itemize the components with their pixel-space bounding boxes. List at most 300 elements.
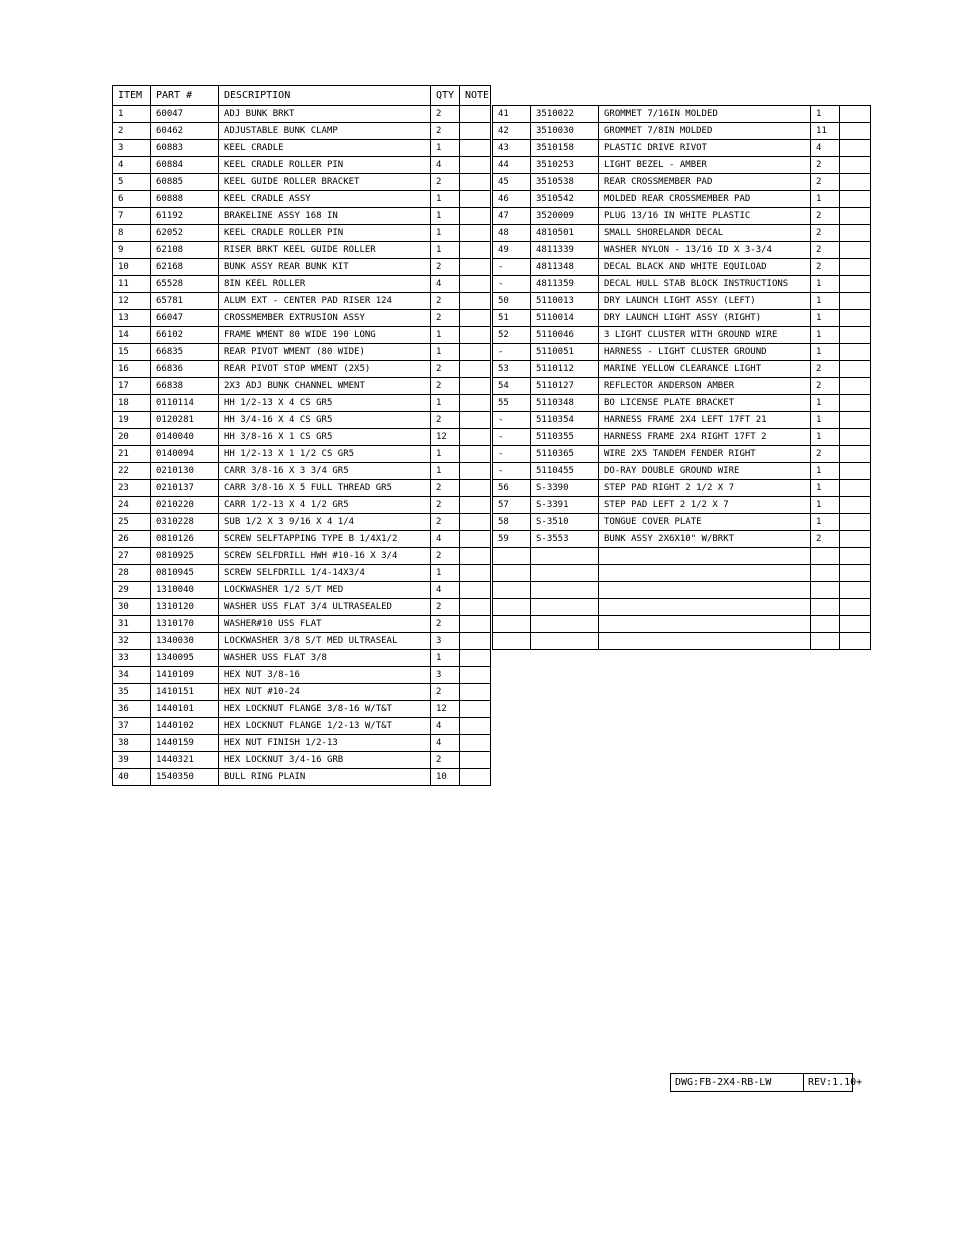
cell-description: RISER BRKT KEEL GUIDE ROLLER [219,242,431,259]
cell-qty: 1 [811,327,840,344]
cell-part: 1340095 [151,650,219,667]
cell-note [460,293,491,310]
cell-qty: 2 [431,310,460,327]
table-row [493,310,871,327]
cell-description: HH 1/2-13 X 4 CS GR5 [219,395,431,412]
table-row [493,531,871,548]
cell-description: REAR CROSSMEMBER PAD [599,174,811,191]
cell-qty: 1 [811,395,840,412]
cell-item: 50 [493,293,531,310]
cell-qty: 4 [431,531,460,548]
cell-part: S-3510 [531,514,599,531]
cell-item: 40 [113,769,151,786]
cell-part: 61192 [151,208,219,225]
cell-item: - [493,344,531,361]
cell-part: 66836 [151,361,219,378]
cell-part: 60885 [151,174,219,191]
cell-note [840,310,871,327]
cell-description: HEX NUT FINISH 1/2-13 [219,735,431,752]
cell-note [840,344,871,361]
cell-description: GROMMET 7/16IN MOLDED [599,106,811,123]
cell-note [460,242,491,259]
cell-note [840,582,871,599]
cell-note [840,480,871,497]
cell-item: 5 [113,174,151,191]
table-row [113,633,491,650]
title-block [670,1073,863,1092]
cell-part: 5110355 [531,429,599,446]
cell-description [599,616,811,633]
cell-part [531,548,599,565]
cell-item: 20 [113,429,151,446]
cell-description: STEP PAD RIGHT 2 1/2 X 7 [599,480,811,497]
cell-item: 51 [493,310,531,327]
cell-qty: 2 [811,225,840,242]
cell-qty: 3 [431,633,460,650]
cell-description: CARR 3/8-16 X 5 FULL THREAD GR5 [219,480,431,497]
cell-part: 0810126 [151,531,219,548]
cell-qty [811,616,840,633]
cell-note [840,412,871,429]
cell-description: DECAL HULL STAB BLOCK INSTRUCTIONS [599,276,811,293]
cell-description: HARNESS FRAME 2X4 LEFT 17FT 21 [599,412,811,429]
cell-part [531,616,599,633]
cell-description: HARNESS - LIGHT CLUSTER GROUND [599,344,811,361]
cell-item [493,599,531,616]
cell-description [599,582,811,599]
table-row [113,548,491,565]
cell-part: 5110365 [531,446,599,463]
cell-item: 41 [493,106,531,123]
cell-note [460,531,491,548]
cell-note [840,191,871,208]
drawing-number: DWG:FB-2X4-RB-LW [670,1073,804,1092]
cell-qty: 2 [431,174,460,191]
col-header-description: DESCRIPTION [219,86,431,106]
cell-item: 3 [113,140,151,157]
table-row [493,582,871,599]
cell-part: 5110127 [531,378,599,395]
cell-description: HH 3/8-16 X 1 CS GR5 [219,429,431,446]
table-row [493,174,871,191]
cell-description: ALUM EXT - CENTER PAD RISER 124 [219,293,431,310]
cell-description: WASHER#10 USS FLAT [219,616,431,633]
cell-qty: 2 [431,259,460,276]
cell-qty: 4 [431,157,460,174]
cell-note [460,769,491,786]
cell-part: 62168 [151,259,219,276]
cell-description: DO-RAY DOUBLE GROUND WIRE [599,463,811,480]
cell-part: 1440321 [151,752,219,769]
cell-part: 0310228 [151,514,219,531]
cell-note [460,684,491,701]
cell-qty: 2 [431,752,460,769]
cell-qty [811,599,840,616]
cell-qty: 1 [431,242,460,259]
cell-qty: 1 [431,395,460,412]
cell-note [460,446,491,463]
cell-note [840,140,871,157]
cell-note [460,667,491,684]
cell-note [460,378,491,395]
cell-note [840,378,871,395]
cell-item [493,633,531,650]
cell-note [460,480,491,497]
cell-item: 16 [113,361,151,378]
table-row [113,123,491,140]
cell-item: - [493,446,531,463]
cell-description: BULL RING PLAIN [219,769,431,786]
cell-item: 42 [493,123,531,140]
cell-note [460,225,491,242]
cell-part: 4811339 [531,242,599,259]
cell-item: 30 [113,599,151,616]
cell-part: 65781 [151,293,219,310]
table-row [493,259,871,276]
cell-description: 8IN KEEL ROLLER [219,276,431,293]
cell-note [460,191,491,208]
cell-part: 3510030 [531,123,599,140]
parts-list-table-right [492,105,871,650]
cell-part: 60462 [151,123,219,140]
cell-description: HARNESS FRAME 2X4 RIGHT 17FT 2 [599,429,811,446]
cell-part: 62052 [151,225,219,242]
cell-qty: 2 [431,684,460,701]
cell-item: - [493,276,531,293]
cell-description: 2X3 ADJ BUNK CHANNEL WMENT [219,378,431,395]
cell-qty: 2 [811,378,840,395]
cell-qty: 2 [811,242,840,259]
cell-item: 19 [113,412,151,429]
col-header-part: PART # [151,86,219,106]
cell-part: 4810501 [531,225,599,242]
cell-item: 17 [113,378,151,395]
cell-item: 46 [493,191,531,208]
cell-part: S-3391 [531,497,599,514]
table-row [493,242,871,259]
cell-note [840,327,871,344]
cell-description: BUNK ASSY REAR BUNK KIT [219,259,431,276]
cell-part: 1310120 [151,599,219,616]
cell-item: 59 [493,531,531,548]
table-row [113,276,491,293]
cell-part: 66047 [151,310,219,327]
cell-part: 60047 [151,106,219,123]
table-row [113,701,491,718]
cell-description: LOCKWASHER 3/8 S/T MED ULTRASEAL [219,633,431,650]
cell-part: S-3553 [531,531,599,548]
table-row [113,480,491,497]
cell-note [460,735,491,752]
table-row [113,344,491,361]
cell-note [840,395,871,412]
cell-note [460,633,491,650]
cell-note [460,123,491,140]
cell-item: 13 [113,310,151,327]
cell-qty: 2 [431,548,460,565]
cell-qty [811,548,840,565]
table-row [493,140,871,157]
cell-item: 18 [113,395,151,412]
cell-qty: 2 [431,106,460,123]
cell-note [840,242,871,259]
cell-note [460,208,491,225]
table-row [113,140,491,157]
cell-item: 31 [113,616,151,633]
cell-item: 49 [493,242,531,259]
cell-part: 0810945 [151,565,219,582]
cell-qty [811,582,840,599]
cell-item: - [493,412,531,429]
cell-note [840,514,871,531]
cell-note [840,599,871,616]
cell-description: KEEL CRADLE ROLLER PIN [219,157,431,174]
cell-description: BO LICENSE PLATE BRACKET [599,395,811,412]
cell-part: 0110114 [151,395,219,412]
cell-item: 55 [493,395,531,412]
cell-description: SMALL SHORELANDR DECAL [599,225,811,242]
cell-part [531,565,599,582]
table-row [113,752,491,769]
cell-part: 0140040 [151,429,219,446]
cell-item: 28 [113,565,151,582]
cell-qty: 1 [811,344,840,361]
cell-note [840,123,871,140]
cell-note [840,616,871,633]
cell-note [840,293,871,310]
table-row [113,225,491,242]
cell-item: 54 [493,378,531,395]
cell-note [840,463,871,480]
cell-description: SCREW SELFDRILL HWH #10-16 X 3/4 [219,548,431,565]
cell-part: 65528 [151,276,219,293]
cell-qty: 1 [431,208,460,225]
table-row [113,395,491,412]
cell-part: 5110046 [531,327,599,344]
cell-qty: 10 [431,769,460,786]
cell-note [460,616,491,633]
cell-note [460,463,491,480]
cell-part: 1440102 [151,718,219,735]
cell-note [840,157,871,174]
cell-note [460,259,491,276]
cell-description: MOLDED REAR CROSSMEMBER PAD [599,191,811,208]
table-row [113,174,491,191]
table-row [493,293,871,310]
cell-item [493,565,531,582]
col-header-qty: QTY [431,86,460,106]
cell-qty: 1 [431,344,460,361]
cell-qty: 1 [431,463,460,480]
cell-description: MARINE YELLOW CLEARANCE LIGHT [599,361,811,378]
table-row [113,463,491,480]
cell-description: WASHER USS FLAT 3/8 [219,650,431,667]
cell-description: HH 3/4-16 X 4 CS GR5 [219,412,431,429]
cell-item: 34 [113,667,151,684]
cell-qty: 1 [811,514,840,531]
cell-description: WASHER USS FLAT 3/4 ULTRASEALED [219,599,431,616]
cell-part: 3510542 [531,191,599,208]
cell-description: BUNK ASSY 2X6X10" W/BRKT [599,531,811,548]
cell-description: LOCKWASHER 1/2 S/T MED [219,582,431,599]
cell-qty: 1 [811,310,840,327]
cell-item [493,582,531,599]
cell-item: 56 [493,480,531,497]
cell-item: - [493,259,531,276]
table-row [493,548,871,565]
cell-item: 10 [113,259,151,276]
cell-part: 5110051 [531,344,599,361]
cell-item: 26 [113,531,151,548]
table-row [113,310,491,327]
table-row [493,327,871,344]
cell-part: 66835 [151,344,219,361]
cell-part: 1440159 [151,735,219,752]
table-row [113,361,491,378]
cell-description: DRY LAUNCH LIGHT ASSY (LEFT) [599,293,811,310]
cell-description: TONGUE COVER PLATE [599,514,811,531]
cell-part: 0120281 [151,412,219,429]
cell-part: 0210220 [151,497,219,514]
cell-qty: 1 [811,106,840,123]
cell-description: STEP PAD LEFT 2 1/2 X 7 [599,497,811,514]
cell-description [599,565,811,582]
cell-description: CROSSMEMBER EXTRUSION ASSY [219,310,431,327]
parts-list-table-left [112,85,491,786]
cell-part [531,582,599,599]
cell-qty: 1 [431,140,460,157]
cell-qty [811,633,840,650]
cell-note [840,548,871,565]
cell-qty: 1 [431,446,460,463]
cell-description: FRAME WMENT 80 WIDE 190 LONG [219,327,431,344]
cell-qty: 2 [811,259,840,276]
table-row [493,157,871,174]
cell-description: HEX NUT 3/8-16 [219,667,431,684]
cell-note [460,412,491,429]
table-row [493,208,871,225]
cell-item: 32 [113,633,151,650]
cell-part: 1310170 [151,616,219,633]
table-row [113,412,491,429]
table-row [113,718,491,735]
cell-part [531,599,599,616]
cell-description: 3 LIGHT CLUSTER WITH GROUND WIRE [599,327,811,344]
cell-qty: 3 [431,667,460,684]
cell-part: 5110348 [531,395,599,412]
cell-qty: 11 [811,123,840,140]
cell-note [840,429,871,446]
cell-note [840,446,871,463]
table-row [113,157,491,174]
table-row [113,735,491,752]
cell-part: 5110112 [531,361,599,378]
table-row [493,480,871,497]
cell-qty: 1 [431,191,460,208]
table-row [113,106,491,123]
cell-description: ADJ BUNK BRKT [219,106,431,123]
cell-qty: 1 [811,429,840,446]
table-row [493,123,871,140]
cell-note [460,752,491,769]
cell-note [840,361,871,378]
cell-description: CARR 3/8-16 X 3 3/4 GR5 [219,463,431,480]
cell-description: REAR PIVOT STOP WMENT (2X5) [219,361,431,378]
cell-note [840,208,871,225]
cell-item: 14 [113,327,151,344]
cell-qty: 1 [811,293,840,310]
cell-part: 4811348 [531,259,599,276]
cell-note [460,361,491,378]
cell-description: PLASTIC DRIVE RIVOT [599,140,811,157]
cell-note [460,701,491,718]
cell-description: LIGHT BEZEL - AMBER [599,157,811,174]
cell-part: 66838 [151,378,219,395]
col-header-note: NOTE [460,86,491,106]
table-row [493,344,871,361]
cell-qty: 2 [811,361,840,378]
cell-qty: 4 [431,735,460,752]
cell-note [460,174,491,191]
cell-note [460,106,491,123]
cell-item: 23 [113,480,151,497]
cell-qty: 1 [431,327,460,344]
table-row [493,429,871,446]
cell-part: 1310040 [151,582,219,599]
cell-note [840,497,871,514]
cell-part: 1410151 [151,684,219,701]
cell-qty: 1 [431,565,460,582]
cell-description: PLUG 13/16 IN WHITE PLASTIC [599,208,811,225]
cell-qty: 1 [811,497,840,514]
cell-item: 1 [113,106,151,123]
cell-description: SCREW SELFTAPPING TYPE B 1/4X1/2 [219,531,431,548]
cell-description: WIRE 2X5 TANDEM FENDER RIGHT [599,446,811,463]
cell-item: 33 [113,650,151,667]
cell-item: 22 [113,463,151,480]
cell-description: HEX LOCKNUT FLANGE 1/2-13 W/T&T [219,718,431,735]
table-row [113,684,491,701]
cell-part: S-3390 [531,480,599,497]
cell-part: 3510253 [531,157,599,174]
cell-qty: 2 [431,514,460,531]
table-row [113,514,491,531]
cell-item: 39 [113,752,151,769]
cell-qty: 12 [431,429,460,446]
cell-part: 5110354 [531,412,599,429]
cell-qty: 1 [431,650,460,667]
cell-qty: 2 [431,599,460,616]
table-row [113,531,491,548]
cell-qty: 2 [811,157,840,174]
table-row [493,599,871,616]
table-row [113,599,491,616]
cell-item [493,548,531,565]
cell-qty: 4 [431,276,460,293]
cell-description: GROMMET 7/8IN MOLDED [599,123,811,140]
cell-item: 9 [113,242,151,259]
cell-part: 1540350 [151,769,219,786]
cell-description: KEEL GUIDE ROLLER BRACKET [219,174,431,191]
cell-part: 62108 [151,242,219,259]
cell-part: 0140094 [151,446,219,463]
cell-item: 4 [113,157,151,174]
cell-item: 8 [113,225,151,242]
cell-part: 0210137 [151,480,219,497]
cell-qty: 1 [811,412,840,429]
cell-description: HEX LOCKNUT FLANGE 3/8-16 W/T&T [219,701,431,718]
cell-item: 53 [493,361,531,378]
